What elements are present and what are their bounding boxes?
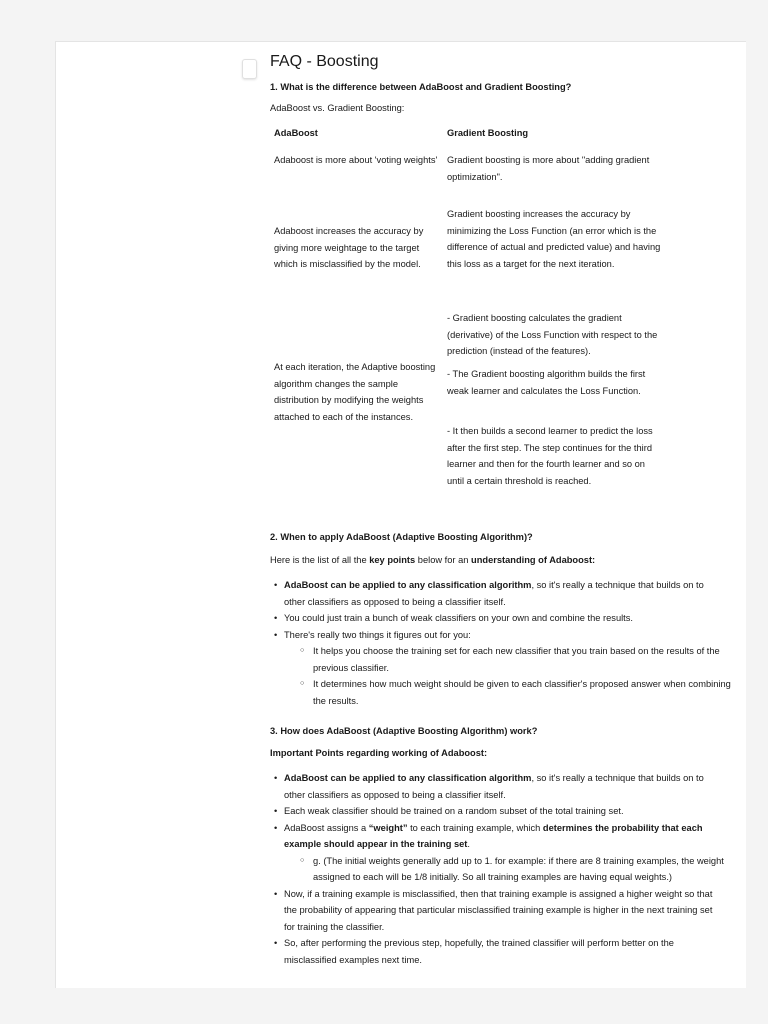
list-item-bold: AdaBoost can be applied to any classification algorithm (284, 580, 532, 590)
intro-text: below for an (415, 555, 472, 565)
list-item-text: other classifiers as opposed to being a classifier itself. (284, 789, 506, 800)
table-cell-gb-row3-part1: - Gradient boosting calculates the gradient (derivative) of the Loss Function with respect to the prediction (instead of the features). (447, 313, 658, 356)
bookmark-tab[interactable] (242, 59, 257, 79)
list-item (270, 627, 746, 710)
question-3-list (270, 770, 746, 968)
list-item (270, 770, 746, 803)
sub-list-item (284, 853, 746, 886)
list-item-text: other classifiers as opposed to being a classifier itself. (284, 596, 506, 607)
sub-list-text: the results. (313, 695, 359, 706)
sub-list-item (284, 676, 746, 709)
list-item-text: • So, after performing the previous step, hopefully, the trained classifier will perform better on the (284, 938, 674, 948)
table-cell-adaboost-row1: Adaboost is more about 'voting weights' (274, 155, 438, 165)
question-1-heading: 1. What is the difference between AdaBoost and Gradient Boosting? (270, 82, 572, 92)
question-2-intro (270, 552, 595, 569)
list-item-text: , so it's really a technique that builds on to (531, 773, 704, 783)
list-item-bold: AdaBoost can be applied to any classification algorithm (284, 773, 532, 783)
table-cell-gb-row3-part2: - The Gradient boosting algorithm builds the first weak learner and calculates the Loss Function. (447, 369, 646, 396)
list-item: • You could just train a bunch of weak classifiers on your own and combine the results. (270, 610, 746, 627)
sub-list (284, 853, 746, 886)
list-item-text: . (467, 839, 470, 849)
table-cell-gb-row1: Gradient boosting is more about "adding gradient optimization". (447, 155, 650, 182)
sub-list-text: ○ g. (The initial weights generally add up to 1. for example: if there are 8 training examples, the weight (313, 855, 724, 866)
list-item-text: the probability of appearing that particular misclassified training example is higher in the next training set (284, 905, 713, 915)
table-header-gradient-boosting: Gradient Boosting (447, 128, 529, 138)
table-header-adaboost: AdaBoost (274, 128, 318, 138)
intro-text: Here is the list of all the (270, 555, 370, 565)
sub-list-item (284, 643, 746, 676)
list-item (270, 577, 746, 610)
question-2-list (270, 577, 746, 709)
list-item (270, 886, 746, 936)
sub-list-text: ○ It determines how much weight should be given to each classifier's proposed answer when combining (313, 679, 731, 689)
sub-list-text: ○ It helps you choose the training set for each new classifier that you train based on the results of the (313, 646, 720, 656)
list-item (270, 820, 746, 886)
document-page (55, 41, 746, 988)
list-item-text: • Now, if a training example is misclassified, then that training example is assigned a higher weight so that (284, 888, 713, 899)
question-3-heading: 3. How does AdaBoost (Adaptive Boosting Algorithm) work? (270, 726, 538, 736)
intro-bold-understanding: understanding of Adaboost: (471, 555, 596, 565)
table-cell-gb-row3-part3: - It then builds a second learner to predict the loss after the first step. The step continues for the third learner and then for the fourth learner and so on until a certain threshold is reached. (447, 426, 653, 486)
list-item-text: for training the classifier. (284, 921, 385, 932)
sub-list-text: previous classifier. (313, 662, 389, 673)
list-item-text: , so it's really a technique that builds on to (531, 580, 704, 590)
page-title: FAQ - Boosting (270, 53, 379, 70)
list-item: • Each weak classifier should be trained on a random subset of the total training set. (270, 803, 746, 820)
table-cell-adaboost-row2: Adaboost increases the accuracy by giving more weightage to the target which is misclassified by the model. (274, 226, 424, 269)
list-item (270, 935, 746, 968)
intro-bold-key-points: key points (369, 555, 416, 565)
list-item-text: AdaBoost assigns a (284, 822, 369, 833)
table-cell-adaboost-row3: At each iteration, the Adaptive boosting algorithm changes the sample distribution by modifying the weights attached to each of the instances. (274, 362, 436, 422)
list-item-bold: “weight” (368, 822, 408, 833)
list-item-bold: example should appear in the training set (284, 839, 468, 849)
sub-list (284, 643, 746, 709)
comparison-intro: AdaBoost vs. Gradient Boosting: (270, 103, 405, 113)
list-item-text: • There's really two things it figures out for you: (284, 629, 471, 640)
question-2-heading: 2. When to apply AdaBoost (Adaptive Boosting Algorithm)? (270, 532, 533, 542)
list-item-text: to each training example, which (407, 822, 543, 833)
question-3-intro: Important Points regarding working of Adaboost: (270, 748, 488, 758)
sub-list-text: assigned to each will be 1/8 initially. So all training examples are having equal weights.) (313, 872, 672, 882)
table-cell-gb-row2: Gradient boosting increases the accuracy by minimizing the Loss Function (an error which is the difference of actual and predicted value) and having this loss as a target for the next iteration. (447, 209, 661, 269)
list-item-bold: determines the probability that each (542, 822, 703, 833)
list-item-text: misclassified examples next time. (284, 954, 422, 965)
